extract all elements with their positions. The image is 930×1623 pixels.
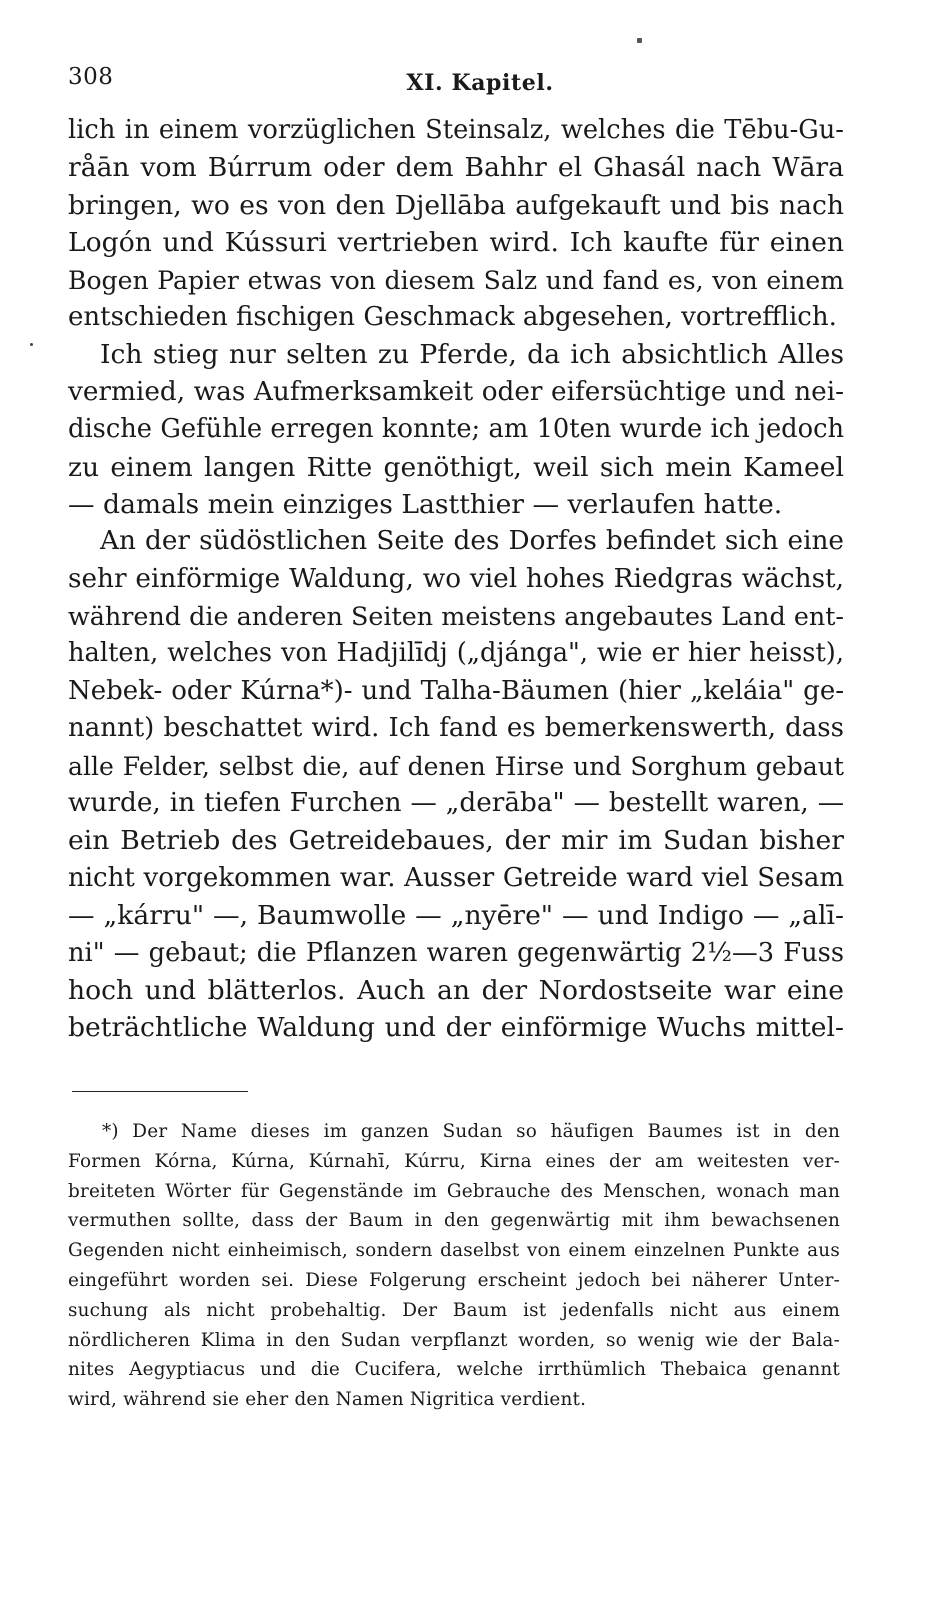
- footnote-line: eingeführt worden sei. Diese Folgerung erscheint jedoch bei näherer Unter-: [68, 1269, 840, 1291]
- text-line: bringen, wo es von den Djellāba aufgekauft und bis nach: [68, 189, 844, 221]
- text-line: dische Gefühle erregen konnte; am 10ten wurde ich jedoch: [68, 414, 844, 445]
- footnote-line: nites Aegyptiacus und die Cucifera, welche irrthümlich Thebaica genannt: [68, 1359, 840, 1381]
- footnote: [68, 1117, 840, 1415]
- footnote-line: Formen Kórna, Kúrna, Kúrnahī, Kúrru, Kirna eines der am weitesten ver-: [68, 1150, 840, 1172]
- text-line: nannt) beschattet wird. Ich fand es bemerkenswerth, dass: [68, 713, 844, 744]
- text-line: sehr einförmige Waldung, wo viel hohes Riedgras wächst,: [68, 563, 844, 594]
- print-mark: [637, 38, 642, 43]
- footnote-line: *) Der Name dieses im ganzen Sudan so häufigen Baumes ist in den: [102, 1121, 840, 1142]
- text-line: beträchtliche Waldung und der einförmige Wuchs mittel-: [68, 1012, 844, 1044]
- footnote-line: wird, während sie eher den Namen Nigritica verdient.: [68, 1389, 587, 1411]
- text-line: Ich stieg nur selten zu Pferde, da ich absichtlich Alles: [100, 339, 844, 371]
- footnote-line: Gegenden nicht einheimisch, sondern daselbst von einem einzelnen Punkte aus: [68, 1240, 840, 1262]
- margin-mark: [30, 343, 33, 346]
- text-line: — „kárru" —, Baumwolle — „nyēre" — und Indigo — „alī-: [68, 900, 844, 932]
- text-line: råān vom Búrrum oder dem Bahhr el Ghasál nach Wāra: [68, 152, 844, 184]
- text-line: Bogen Papier etwas von diesem Salz und fand es, von einem: [68, 265, 844, 295]
- footnote-line: breiteten Wörter für Gegenstände im Gebrauche des Menschen, wonach man: [68, 1180, 840, 1202]
- text-line: nicht vorgekommen war. Ausser Getreide ward viel Sesam: [68, 862, 844, 893]
- text-line: halten, welches von Hadjilīdj („djánga", wie er hier heisst),: [68, 638, 844, 669]
- text-line: alle Felder, selbst die, auf denen Hirse und Sorghum gebaut: [68, 751, 844, 781]
- text-line: Nebek- oder Kúrna*)- und Talha-Bäumen (hier „keláia" ge-: [68, 675, 844, 706]
- text-line: während die anderen Seiten meistens angebautes Land ent-: [68, 601, 844, 632]
- text-line: Logón und Kússuri vertrieben wird. Ich kaufte für einen: [68, 227, 844, 259]
- text-line: An der südöstlichen Seite des Dorfes befindet sich eine: [100, 526, 844, 557]
- footnote-divider: [72, 1091, 248, 1092]
- text-line: ein Betrieb des Getreidebaues, der mir im Sudan bisher: [68, 825, 844, 857]
- footnote-line: nördlicheren Klima in den Sudan verpflanzt worden, so wenig wie der Bala-: [68, 1329, 840, 1351]
- text-line: wurde, in tiefen Furchen — „derāba" — bestellt waren, —: [68, 788, 844, 819]
- text-line: — damals mein einziges Lastthier — verlaufen hatte.: [68, 488, 783, 520]
- text-line: zu einem langen Ritte genöthigt, weil sich mein Kameel: [68, 451, 844, 483]
- text-line: hoch und blätterlos. Auch an der Nordostseite war eine: [68, 974, 844, 1006]
- text-line: entschieden fischigen Geschmack abgesehen, vortrefflich.: [68, 301, 837, 332]
- main-text: [68, 112, 844, 1047]
- text-line: ni" — gebaut; die Pflanzen waren gegenwärtig 2½—3 Fuss: [68, 937, 844, 968]
- running-head: XI. Kapitel.: [406, 70, 554, 96]
- page-number: 308: [68, 64, 114, 90]
- text-line: lich in einem vorzüglichen Steinsalz, welches die Tēbu-Gu-: [68, 115, 844, 145]
- footnote-line: vermuthen sollte, dass der Baum in den gegenwärtig mit ihm bewachsenen: [68, 1210, 840, 1232]
- text-line: vermied, was Aufmerksamkeit oder eifersüchtige und nei-: [68, 376, 844, 407]
- footnote-line: suchung als nicht probehaltig. Der Baum ist jedenfalls nicht aus einem: [68, 1299, 840, 1321]
